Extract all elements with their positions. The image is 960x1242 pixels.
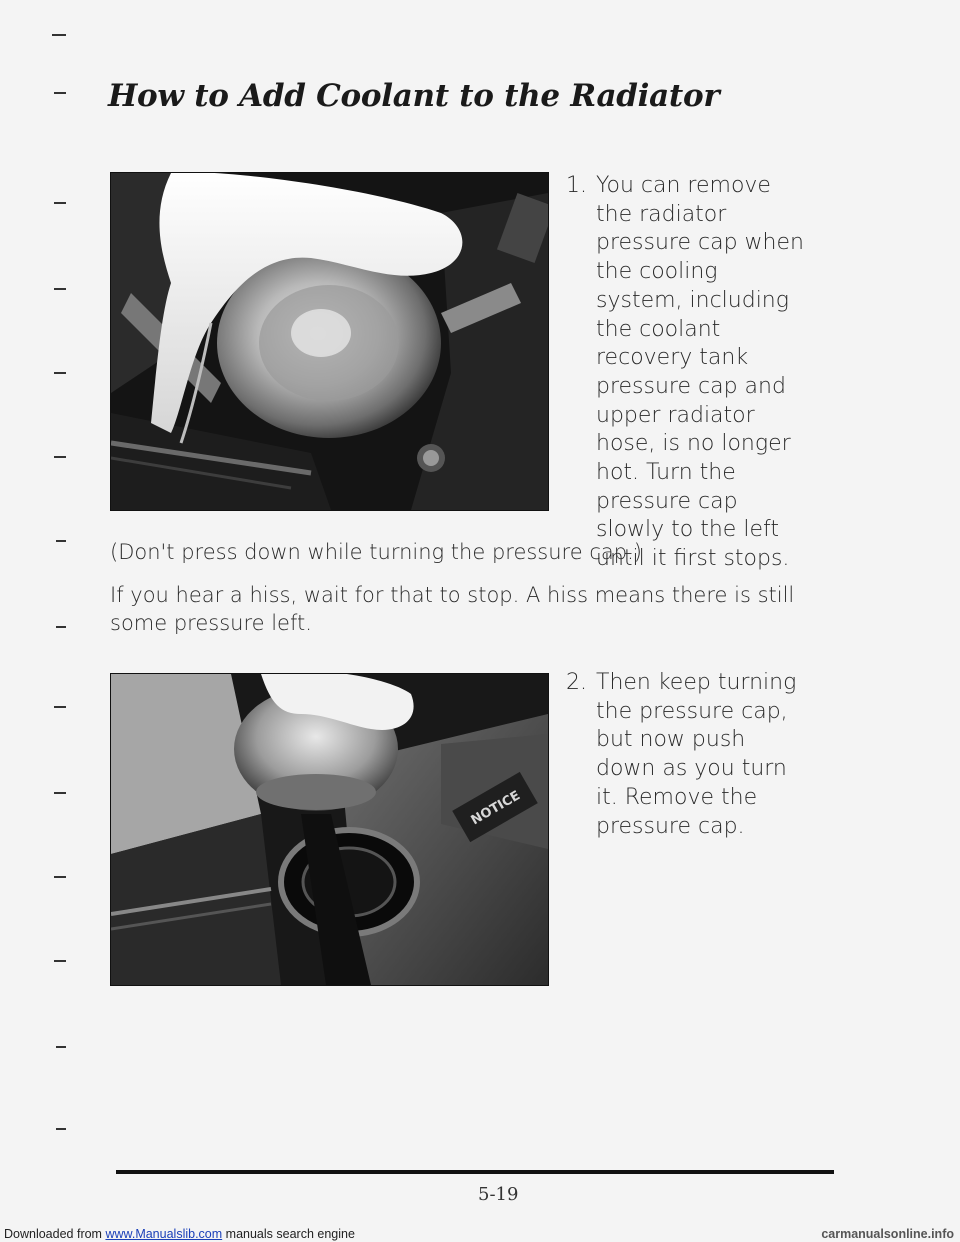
paragraph-dont-press: (Don't press down while turning the pressure cap.) [110, 540, 642, 564]
paragraph-hiss-warning: If you hear a hiss, wait for that to stop. A hiss means there is still some pressure left. [110, 583, 795, 635]
page-number: 5-19 [478, 1184, 519, 1205]
manualslib-link[interactable]: www.Manualslib.com [105, 1227, 223, 1241]
step-1-text: You can remove the radiator pressure cap when the cooling system, including the coolant recovery tank pressure cap and upper radiator hose, is no longer hot. Turn the pressure cap slowly to the left until it first stops. [596, 173, 804, 572]
step-1-number: 1. [566, 173, 587, 198]
download-footer [0, 1226, 960, 1242]
step-2 [566, 669, 806, 841]
margin-registration-marks [0, 0, 80, 1242]
step-2-number: 2. [566, 670, 587, 695]
photo-removing-pressure-cap [110, 673, 549, 986]
step-2-text: Then keep turning the pressure cap, but now push down as you turn it. Remove the pressure cap. [596, 670, 797, 839]
tank-notice-label: NOTICE [468, 788, 523, 829]
page-title: How to Add Coolant to the Radiator [108, 78, 720, 114]
footer-source [4, 1226, 355, 1242]
footer-suffix: manuals search engine [225, 1227, 355, 1241]
step-1 [566, 172, 806, 574]
footer-prefix: Downloaded from [4, 1227, 102, 1241]
footer-rule [116, 1170, 834, 1174]
photo-pressure-cap-hand [110, 172, 549, 511]
site-watermark: carmanualsonline.info [821, 1227, 954, 1241]
